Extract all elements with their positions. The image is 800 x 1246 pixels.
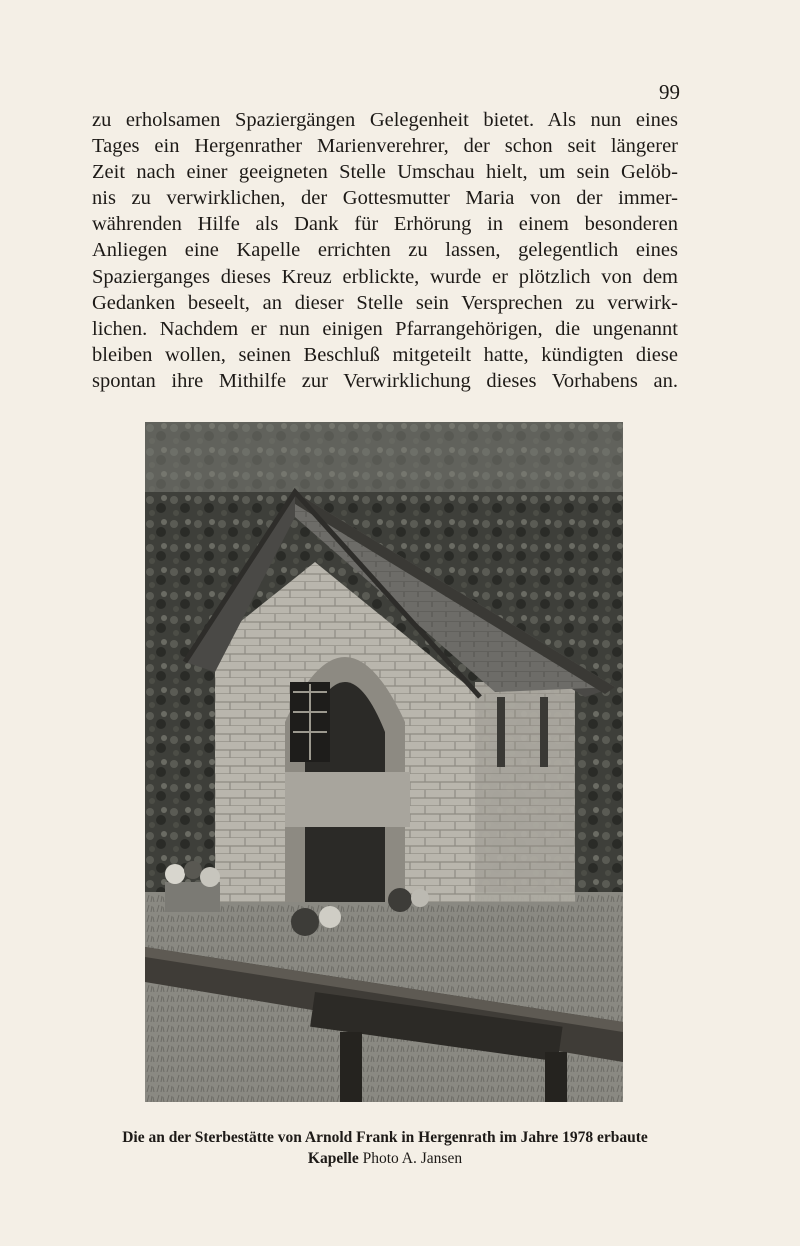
caption-line-2 [92,1148,678,1169]
text-line: währenden Hilfe als Dank für Erhörung in einem besonderen [92,213,678,236]
photo-credit: Photo A. Jansen [362,1150,463,1167]
caption-bold-word: Kapelle [307,1150,359,1167]
text-line: Gedanken beseelt, an dieser Stelle sein Versprechen zu verwirk- [92,291,678,314]
text-line: spontan ihre Mithilfe zur Verwirklichung dieses Vorhabens an. [92,369,678,392]
text-line: zu erholsamen Spaziergängen Gelegenheit bietet. Als nun eines [92,109,678,131]
photo-caption [92,1127,678,1169]
page-number: 99 [659,80,680,104]
text-line: nis zu verwirklichen, der Gottesmutter Maria von der immer- [92,187,678,210]
text-line: bleiben wollen, seinen Beschluß mitgeteilt hatte, kündigten diese [92,343,678,366]
caption-line-1: Die an der Sterbestätte von Arnold Frank in Hergenrath im Jahre 1978 erbaute [122,1129,648,1146]
chapel-photograph [145,422,623,1102]
text-line: Anliegen eine Kapelle errichten zu lassen, gelegentlich eines [92,239,678,262]
text-line: lichen. Nachdem er nun einigen Pfarrangehörigen, die ungenannt [92,317,678,340]
text-line: Zeit nach einer geeigneten Stelle Umschau hielt, um sein Gelöb- [92,161,678,184]
text-line: Tages ein Hergenrather Marienverehrer, der schon seit längerer [92,135,678,158]
body-paragraph [92,107,678,394]
text-line: Spazierganges dieses Kreuz erblickte, wurde er plötzlich von dem [92,265,678,288]
